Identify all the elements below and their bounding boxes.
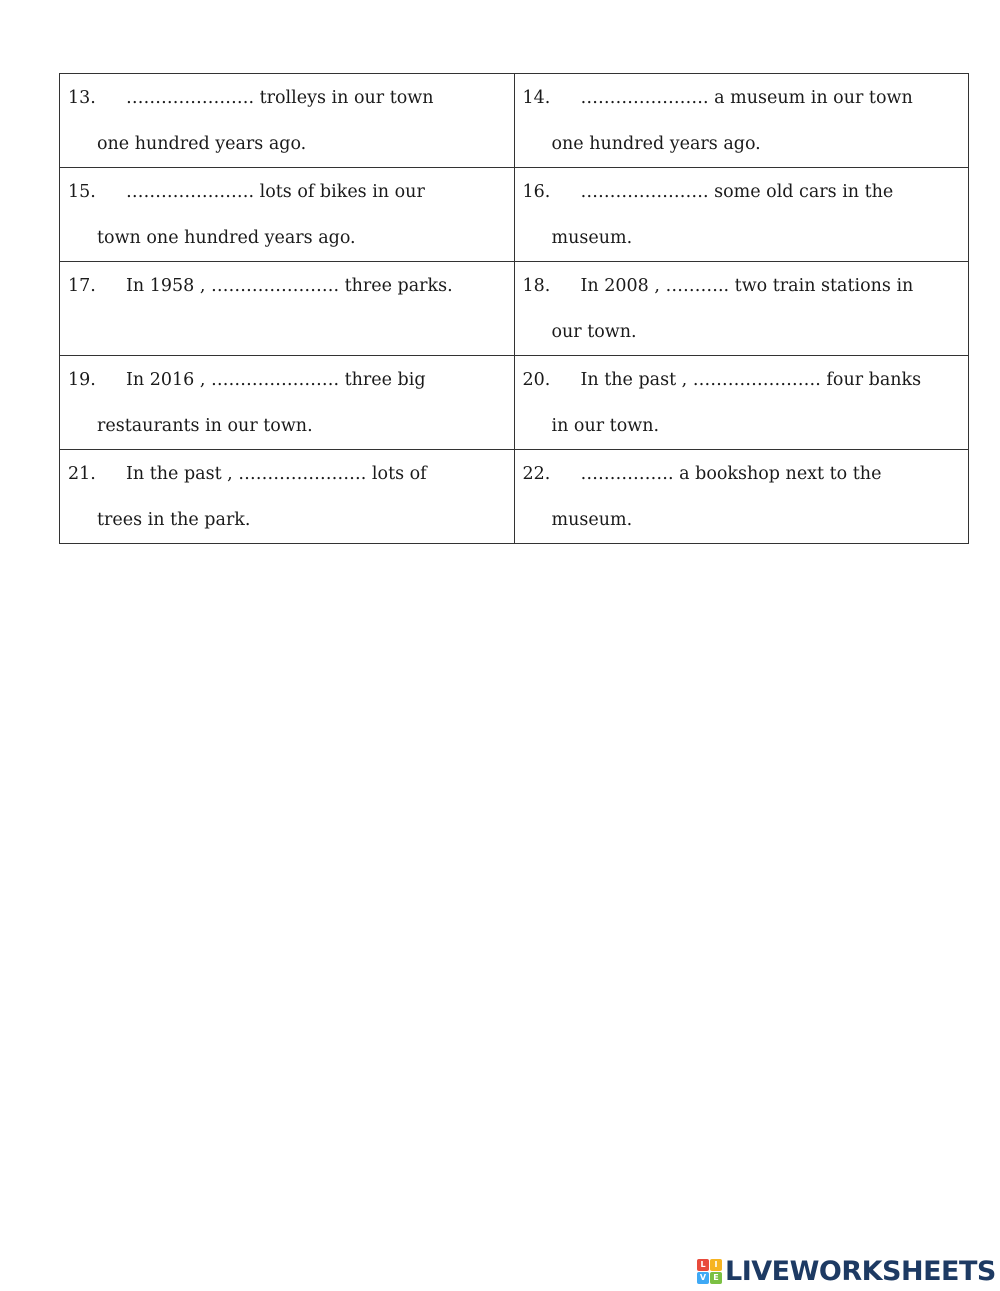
question-text-line1: In 1958 , …………………. three parks. (126, 276, 453, 296)
question-text-line2: restaurants in our town. (97, 416, 313, 436)
table-row (60, 74, 969, 168)
logo-mark-tile: V (697, 1272, 709, 1284)
question-text-line1: In 2016 , …………………. three big (126, 370, 426, 390)
logo-text: LIVEWORKSHEETS (725, 1255, 996, 1287)
question-text-line2: trees in the park. (97, 510, 251, 530)
table-row (60, 450, 969, 544)
question-text-line1: …………………. lots of bikes in our (126, 182, 425, 202)
exercise-cell-18 (514, 262, 969, 356)
exercise-cell-19 (60, 356, 515, 450)
exercise-table (59, 73, 969, 544)
question-number: 19. (68, 370, 96, 390)
question-text-line1: In 2008 , ……….. two train stations in (580, 276, 914, 296)
logo-mark-tile: I (710, 1259, 722, 1271)
question-text-line2: museum. (551, 510, 633, 530)
question-text-line1: …………………. a museum in our town (580, 88, 913, 108)
exercise-cell-14 (514, 74, 969, 168)
question-text-line2: town one hundred years ago. (97, 228, 356, 248)
question-text-line1: …………………. some old cars in the (580, 182, 894, 202)
question-number: 14. (522, 88, 551, 108)
question-number: 18. (522, 276, 551, 296)
question-text-line2: museum. (551, 228, 633, 248)
question-text-line2 (68, 309, 506, 355)
logo-mark-tile: L (697, 1259, 709, 1271)
question-text-line2: our town. (551, 322, 637, 342)
table-row (60, 356, 969, 450)
question-text-line1: …………………. trolleys in our town (126, 88, 434, 108)
question-number: 13. (68, 88, 96, 108)
exercise-cell-16 (514, 168, 969, 262)
question-number: 15. (68, 182, 96, 202)
exercise-cell-22 (514, 450, 969, 544)
question-number: 17. (68, 276, 96, 296)
question-text-line2: one hundred years ago. (97, 134, 307, 154)
question-text-line1: In the past , …………………. four banks (580, 370, 922, 390)
question-number: 16. (522, 182, 551, 202)
liveworksheets-logo (697, 1255, 996, 1287)
exercise-cell-13 (60, 74, 515, 168)
question-number: 20. (522, 370, 551, 390)
table-row (60, 262, 969, 356)
exercise-cell-20 (514, 356, 969, 450)
question-text-line2: in our town. (551, 416, 660, 436)
question-text-line1: ……………. a bookshop next to the (580, 464, 882, 484)
question-text-line2: one hundred years ago. (551, 134, 761, 154)
logo-mark-tile: E (710, 1272, 722, 1284)
logo-mark-icon (697, 1259, 722, 1284)
exercise-cell-17 (60, 262, 515, 356)
question-number: 21. (68, 464, 96, 484)
exercise-cell-21 (60, 450, 515, 544)
exercise-cell-15 (60, 168, 515, 262)
table-row (60, 168, 969, 262)
question-text-line1: In the past , …………………. lots of (126, 464, 427, 484)
question-number: 22. (522, 464, 551, 484)
